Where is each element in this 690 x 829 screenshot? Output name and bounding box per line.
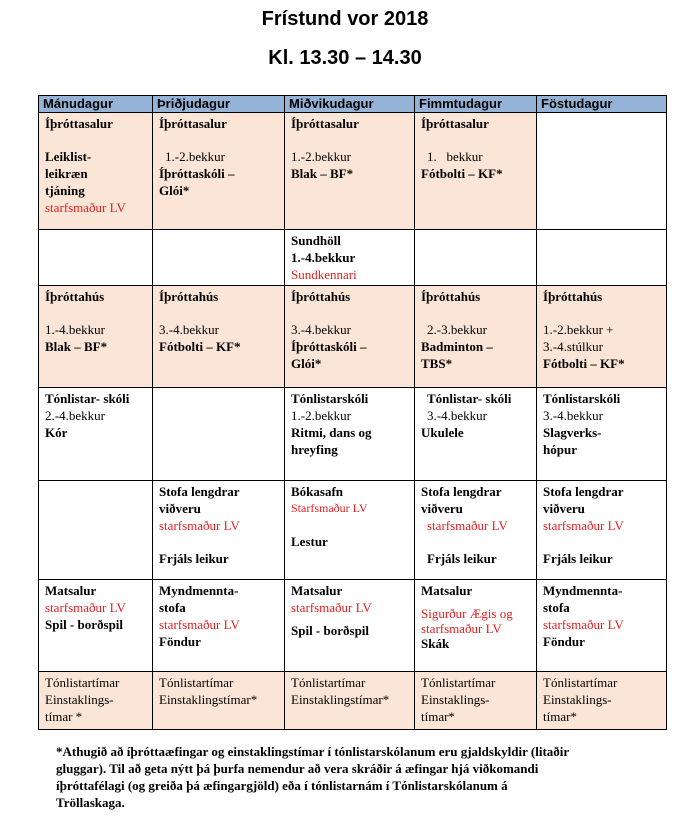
cell-activity: Tónlistartímar [159, 675, 234, 690]
cell-activity: Fótbolti – KF* [543, 356, 625, 371]
schedule-cell [285, 286, 415, 388]
day-header-monday: Mánudagur [39, 96, 153, 113]
schedule-table [38, 95, 667, 730]
schedule-cell [415, 481, 537, 580]
cell-grade: 3.-4.stúlkur [543, 339, 603, 354]
cell-grade: 1.-2.bekkur [165, 149, 225, 164]
schedule-cell [537, 388, 667, 481]
cell-place: viðveru [159, 501, 201, 516]
cell-place: Íþróttasalur [291, 116, 359, 131]
cell-activity: leikræn [45, 166, 88, 181]
schedule-cell [285, 388, 415, 481]
cell-place: Matsalur [45, 583, 97, 598]
schedule-cell [285, 580, 415, 672]
cell-place: Íþróttahús [543, 289, 603, 304]
cell-place: Tónlistar- skóli [45, 391, 130, 406]
schedule-cell-empty [153, 388, 285, 481]
cell-activity: Frjáls leikur [427, 551, 497, 566]
schedule-cell-empty [39, 481, 153, 580]
cell-activity: Slagverks- [543, 425, 602, 440]
cell-staff: starfsmaður LV [45, 200, 126, 215]
header-row [39, 96, 667, 113]
cell-grade: 1.-4.bekkur [45, 322, 105, 337]
cell-staff: starfsmaður LV [543, 617, 624, 632]
table-row [39, 286, 667, 388]
cell-activity: Íþróttaskóli – [159, 166, 235, 181]
cell-activity: Föndur [159, 634, 201, 649]
schedule-cell [537, 672, 667, 730]
day-header-wednesday: Miðvikudagur [285, 96, 415, 113]
cell-activity: Spil - borðspil [291, 623, 370, 638]
cell-staff: starfsmaður LV [291, 600, 372, 615]
cell-place: Stofa lengdrar [421, 484, 502, 499]
schedule-cell [537, 481, 667, 580]
cell-activity: Fótbolti – KF* [421, 166, 503, 181]
schedule-cell [537, 580, 667, 672]
table-row [39, 672, 667, 730]
cell-activity: Tónlistartímar [291, 675, 366, 690]
cell-staff: starfsmaður LV [427, 518, 508, 533]
cell-place: viðveru [421, 501, 463, 516]
cell-place: Tónlistarskóli [291, 391, 369, 406]
cell-place: stofa [543, 600, 570, 615]
cell-grade: 1.-2.bekkur + [543, 322, 614, 337]
cell-grade: 1. bekkur [427, 149, 483, 164]
schedule-cell [415, 580, 537, 672]
cell-place: Sundhöll [291, 233, 341, 248]
cell-staff: Starfsmaður LV [291, 501, 368, 515]
schedule-cell [285, 481, 415, 580]
schedule-cell [285, 113, 415, 230]
cell-activity: tímar* [421, 709, 455, 724]
cell-activity: tímar* [543, 709, 577, 724]
cell-grade: 2.-4.bekkur [45, 408, 105, 423]
cell-grade: 1.-2.bekkur [291, 408, 351, 423]
table-row [39, 230, 667, 286]
schedule-cell [39, 580, 153, 672]
table-row [39, 388, 667, 481]
schedule-cell [415, 113, 537, 230]
day-header-tuesday: Þriðjudagur [153, 96, 285, 113]
schedule-cell [153, 580, 285, 672]
cell-activity: hópur [543, 442, 577, 457]
cell-activity: Frjáls leikur [543, 551, 613, 566]
cell-activity: Íþróttaskóli – [291, 339, 367, 354]
cell-staff: starfsmaður LV [45, 600, 126, 615]
cell-grade: 2.-3.bekkur [427, 322, 487, 337]
cell-place: Íþróttasalur [421, 116, 489, 131]
cell-place: Stofa lengdrar [159, 484, 240, 499]
cell-grade: 1.-2.bekkur [291, 149, 351, 164]
day-header-thursday: Fimmtudagur [415, 96, 537, 113]
cell-activity: Ukulele [421, 425, 464, 440]
cell-activity: 1.-4.bekkur [291, 250, 356, 265]
cell-activity: Tónlistartímar [421, 675, 496, 690]
cell-place: Íþróttahús [291, 289, 351, 304]
cell-activity: Ritmi, dans og [291, 425, 372, 440]
schedule-cell [415, 388, 537, 481]
cell-activity: Einstaklingstímar* [159, 692, 258, 707]
cell-activity: tjáning [45, 183, 85, 198]
schedule-cell [39, 113, 153, 230]
cell-place: Stofa lengdrar [543, 484, 624, 499]
cell-grade: 3.-4.bekkur [543, 408, 603, 423]
table-row [39, 580, 667, 672]
schedule-cell-empty [537, 230, 667, 286]
cell-place: Íþróttahús [45, 289, 105, 304]
schedule-cell [153, 286, 285, 388]
schedule-cell [153, 481, 285, 580]
cell-place: Bókasafn [291, 484, 344, 499]
cell-activity: Spil - borðspil [45, 617, 124, 632]
cell-activity: Tónlistartímar [543, 675, 618, 690]
cell-place: Matsalur [421, 583, 473, 598]
schedule-cell [415, 286, 537, 388]
schedule-cell-empty [39, 230, 153, 286]
cell-activity: Glói* [159, 183, 190, 198]
schedule-cell [285, 230, 415, 286]
cell-activity: Einstaklings- [543, 692, 612, 707]
schedule-cell [39, 286, 153, 388]
cell-place: Myndmennta- [543, 583, 623, 598]
cell-grade: 3.-4.bekkur [291, 322, 351, 337]
cell-activity: Fótbolti – KF* [159, 339, 241, 354]
cell-place: viðveru [543, 501, 585, 516]
cell-staff: starfsmaður LV [159, 518, 240, 533]
day-header-friday: Föstudagur [537, 96, 667, 113]
schedule-cell [415, 672, 537, 730]
cell-activity: Einstaklingstímar* [291, 692, 390, 707]
cell-activity: Frjáls leikur [159, 551, 229, 566]
cell-staff: Sigurður Ægis og [421, 606, 513, 621]
cell-activity: Lestur [291, 534, 328, 549]
schedule-cell [153, 672, 285, 730]
cell-activity: Leiklist- [45, 149, 92, 164]
cell-staff: Sundkennari [291, 267, 357, 282]
cell-activity: Skák [421, 636, 450, 651]
cell-activity: Kór [45, 425, 68, 440]
table-row [39, 113, 667, 230]
cell-place: Íþróttasalur [159, 116, 227, 131]
cell-place: Myndmennta- [159, 583, 239, 598]
schedule-cell [153, 113, 285, 230]
cell-grade: 3.-4.bekkur [427, 408, 487, 423]
schedule-cell-empty [153, 230, 285, 286]
schedule-cell [285, 672, 415, 730]
cell-grade: 3.-4.bekkur [159, 322, 219, 337]
cell-activity: tímar * [45, 709, 83, 724]
cell-place: Matsalur [291, 583, 343, 598]
schedule-cell [39, 388, 153, 481]
cell-place: Íþróttahús [159, 289, 219, 304]
schedule-cell-empty [537, 113, 667, 230]
table-row [39, 481, 667, 580]
cell-activity: Glói* [291, 356, 322, 371]
cell-place: Íþróttasalur [45, 116, 113, 131]
cell-activity: Blak – BF* [45, 339, 108, 354]
time-subtitle: Kl. 13.30 – 14.30 [268, 47, 422, 69]
cell-staff: starfsmaður LV [421, 621, 502, 636]
cell-activity: Badminton – [421, 339, 493, 354]
footnote: *Athugið að íþróttaæfingar og einstaklingstímar í tónlistarskólanum eru gjaldskyldir (litaðir gluggar). Til að geta nýtt þá þurfa nemendur að vera skráðir á æfingar hjá viðkomandi íþróttafélagi (og greiða þá æfingargjöld) eða í tónlistarnám í Tónlistarskólanum á Tröllaskaga. [56, 744, 569, 810]
schedule-cell-empty [415, 230, 537, 286]
cell-activity: Einstaklings- [45, 692, 114, 707]
cell-staff: starfsmaður LV [159, 617, 240, 632]
cell-activity: hreyfing [291, 442, 338, 457]
cell-place: stofa [159, 600, 186, 615]
cell-activity: Föndur [543, 634, 585, 649]
cell-activity: Tónlistartímar [45, 675, 120, 690]
cell-activity: Blak – BF* [291, 166, 354, 181]
page-title: Frístund vor 2018 [261, 8, 429, 30]
cell-place: Tónlistar- skóli [427, 391, 512, 406]
schedule-cell [39, 672, 153, 730]
cell-place: Íþróttahús [421, 289, 481, 304]
cell-staff: starfsmaður LV [543, 518, 624, 533]
cell-activity: TBS* [421, 356, 453, 371]
cell-activity: Einstaklings- [421, 692, 490, 707]
cell-place: Tónlistarskóli [543, 391, 621, 406]
schedule-cell [537, 286, 667, 388]
